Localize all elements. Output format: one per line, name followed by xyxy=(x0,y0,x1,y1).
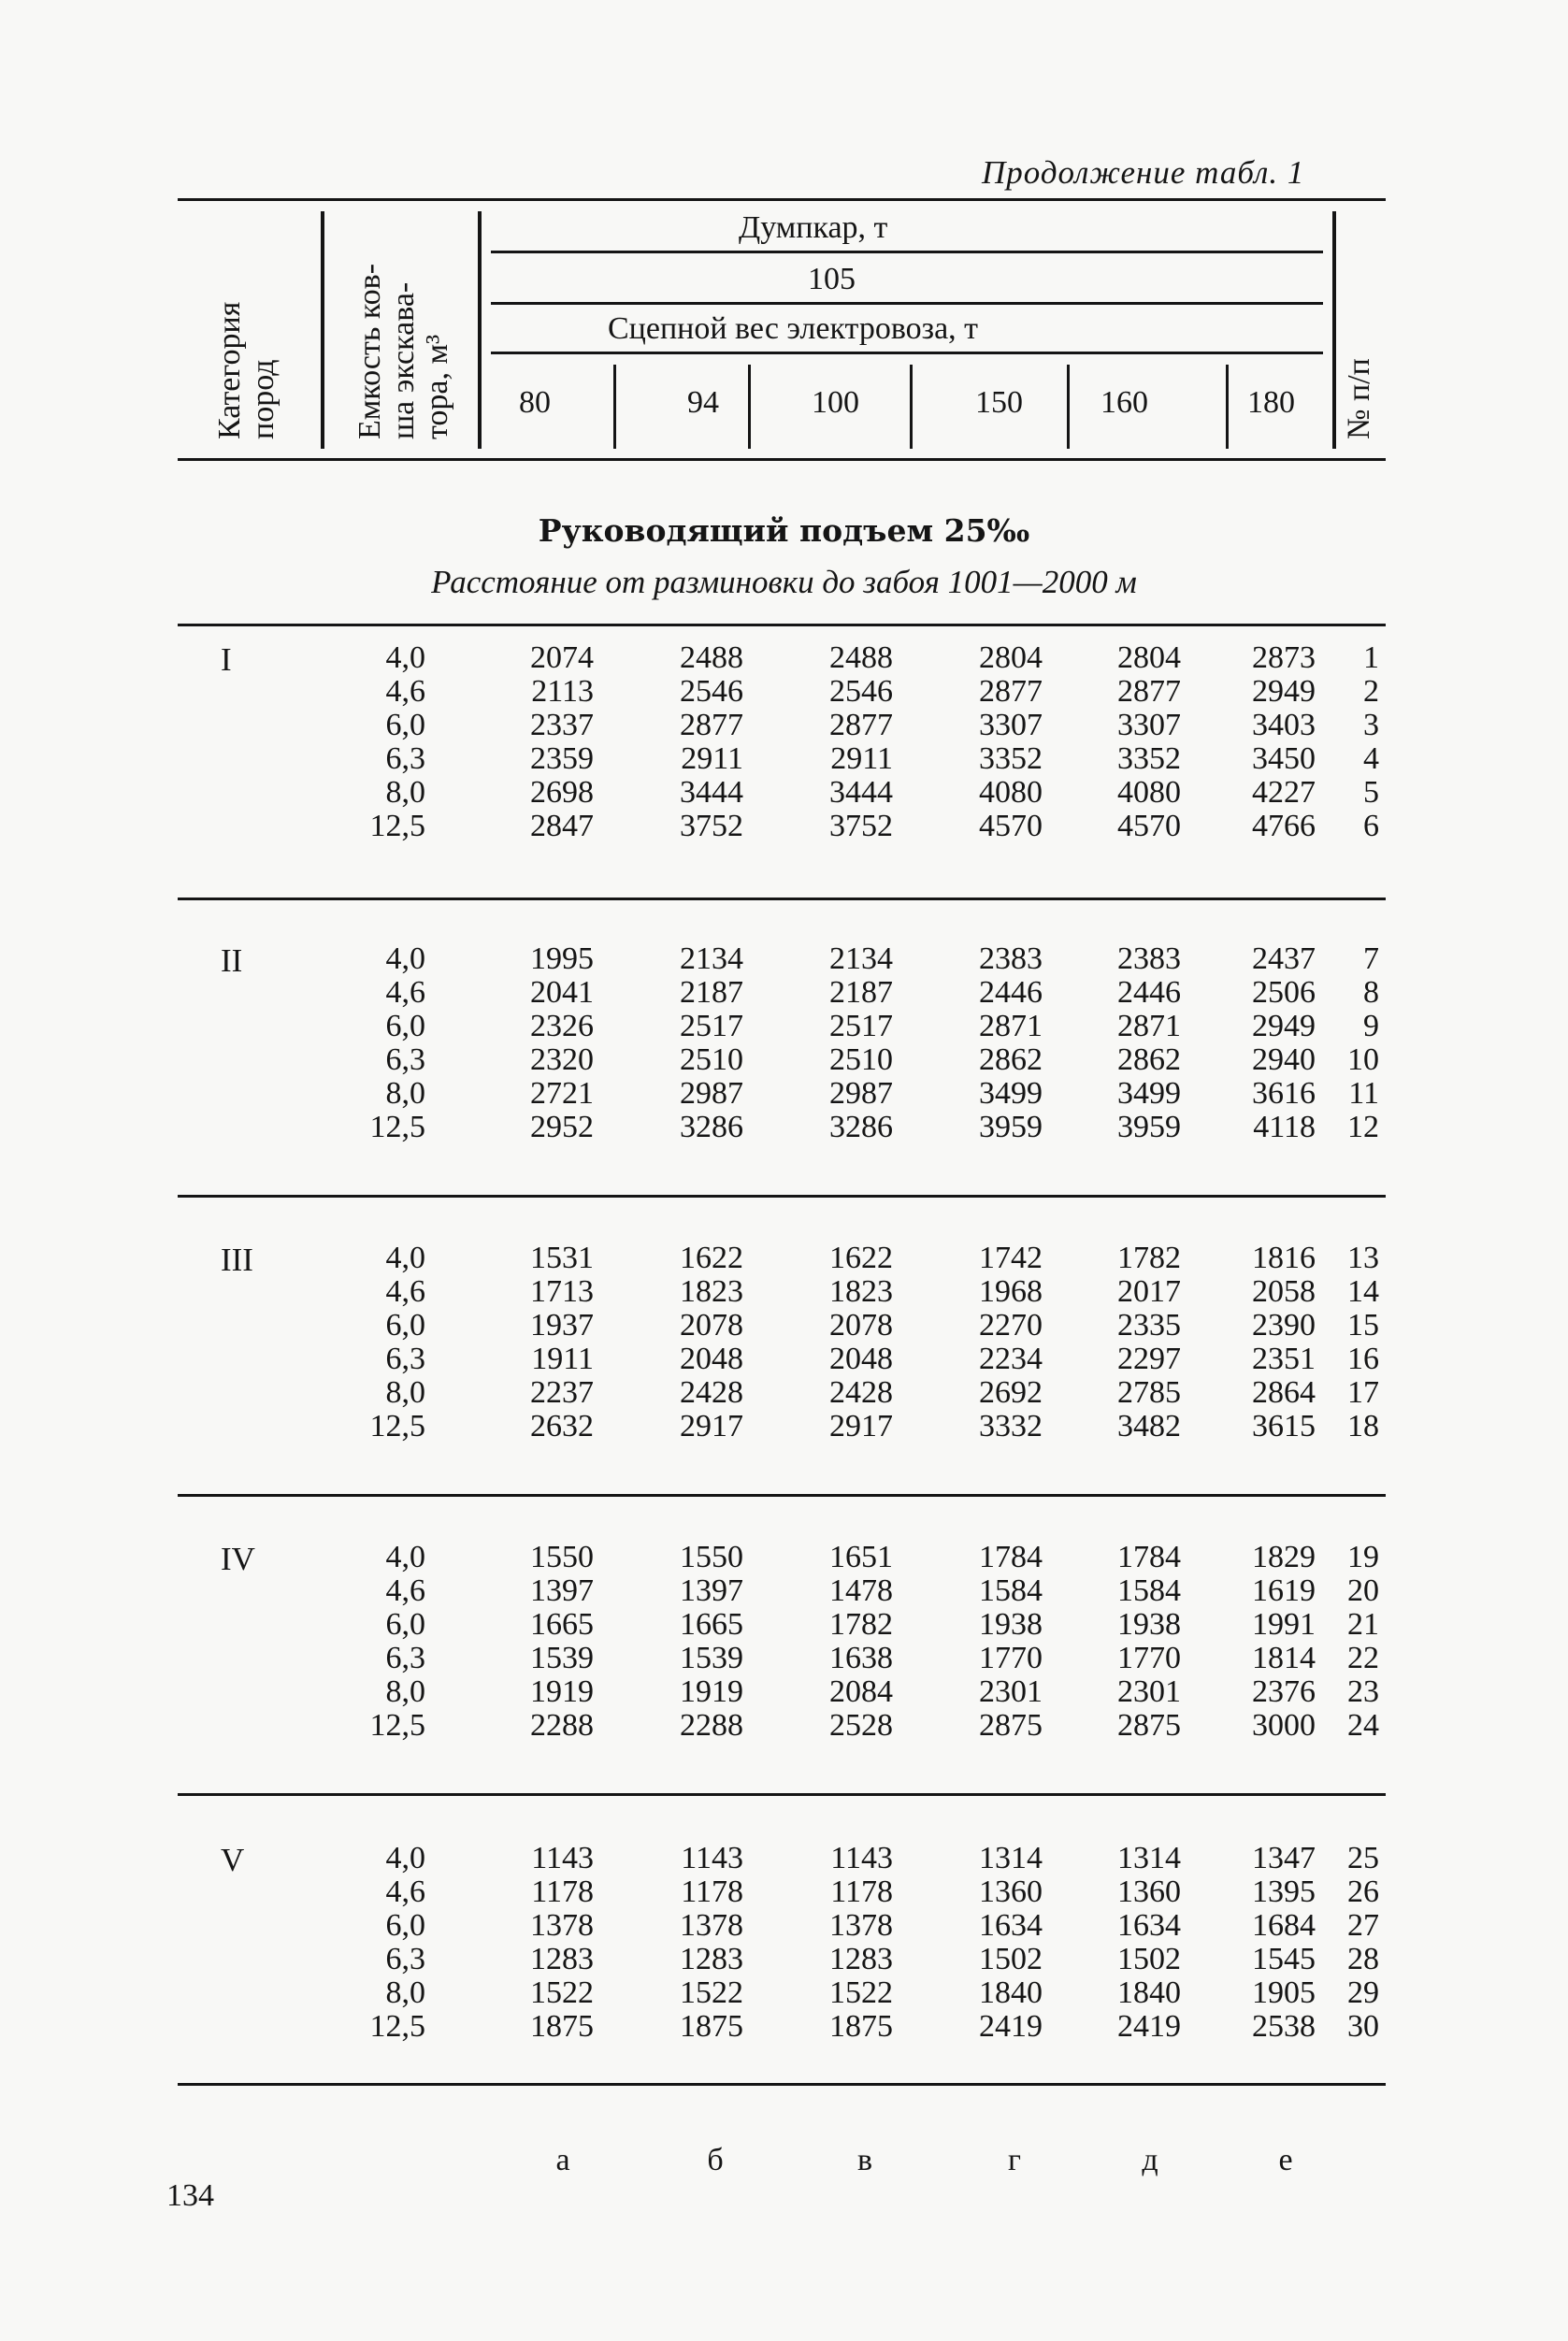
column-b: 2488 2546 2877 2911 3444 3752 xyxy=(680,640,743,843)
column-d: 2383 2446 2871 2862 3499 3959 xyxy=(1117,941,1181,1144)
group-rule-4 xyxy=(178,1494,1386,1497)
column-a: 1995 2041 2326 2320 2721 2952 xyxy=(530,941,594,1144)
header-dumpcar-value: 105 xyxy=(808,262,856,296)
header-top-rule xyxy=(178,198,1386,201)
capacity-column: 4,0 4,6 6,0 6,3 8,0 12,5 xyxy=(369,1841,425,2044)
page-number: 134 xyxy=(166,2178,214,2213)
header-divider-1 xyxy=(321,211,324,449)
category-label: III xyxy=(221,1242,253,1278)
column-d: 1784 1584 1938 1770 2301 2875 xyxy=(1117,1540,1181,1743)
column-d: 1314 1360 1634 1502 1840 2419 xyxy=(1117,1841,1181,2044)
column-g: 2804 2877 3307 3352 4080 4570 xyxy=(979,640,1043,843)
header-weight-150: 150 xyxy=(975,385,1023,420)
header-rule-weight xyxy=(491,352,1323,354)
column-e: 1816 2058 2390 2351 2864 3615 xyxy=(1252,1241,1316,1443)
header-weight-100: 100 xyxy=(812,385,859,420)
header-weight-94: 94 xyxy=(687,385,719,420)
group-rule-5 xyxy=(178,1793,1386,1796)
column-d: 2804 2877 3307 3352 4080 4570 xyxy=(1117,640,1181,843)
weight-divider-3 xyxy=(910,365,913,449)
column-g: 2383 2446 2871 2862 3499 3959 xyxy=(979,941,1043,1144)
column-g: 1314 1360 1634 1502 1840 2419 xyxy=(979,1841,1043,2044)
capacity-column: 4,0 4,6 6,0 6,3 8,0 12,5 xyxy=(369,1241,425,1443)
weight-divider-4 xyxy=(1067,365,1070,449)
capacity-column: 4,0 4,6 6,0 6,3 8,0 12,5 xyxy=(369,941,425,1144)
column-e: 2437 2506 2949 2940 3616 4118 xyxy=(1252,941,1316,1144)
weight-divider-2 xyxy=(748,365,751,449)
column-a: 1143 1178 1378 1283 1522 1875 xyxy=(530,1841,594,2044)
header-divider-right xyxy=(1332,211,1336,449)
group-rule-2 xyxy=(178,898,1386,900)
column-e: 1829 1619 1991 1814 2376 3000 xyxy=(1252,1540,1316,1743)
header-weight-160: 160 xyxy=(1100,385,1148,420)
column-letter-v: в xyxy=(856,2143,873,2177)
column-e: 2873 2949 3403 3450 4227 4766 xyxy=(1252,640,1316,843)
continuation-label: Продолжение табл. 1 xyxy=(982,154,1305,191)
header-rule-dumpcar xyxy=(491,251,1323,253)
column-letter-e: е xyxy=(1278,2143,1293,2177)
header-divider-2 xyxy=(478,211,482,449)
category-label: IV xyxy=(221,1541,255,1577)
column-letter-b: б xyxy=(707,2143,724,2177)
column-e: 1347 1395 1684 1545 1905 2538 xyxy=(1252,1841,1316,2044)
column-v: 2488 2546 2877 2911 3444 3752 xyxy=(829,640,893,843)
group-rule-1 xyxy=(178,624,1386,626)
header-dumpcar: Думпкар, т xyxy=(739,210,888,245)
header-rule-105 xyxy=(491,302,1323,305)
header-weight-80: 80 xyxy=(519,385,551,420)
category-label: II xyxy=(221,942,243,979)
column-v: 2134 2187 2517 2510 2987 3286 xyxy=(829,941,893,1144)
header-bucket-capacity: Емкость ков- ша экскава- тора, м³ xyxy=(352,263,454,439)
group-rule-3 xyxy=(178,1195,1386,1198)
column-b: 1550 1397 1665 1539 1919 2288 xyxy=(680,1540,743,1743)
column-letter-d: д xyxy=(1142,2143,1158,2177)
column-a: 1550 1397 1665 1539 1919 2288 xyxy=(530,1540,594,1743)
row-number-column: 7 8 9 10 11 12 xyxy=(1347,941,1379,1144)
column-g: 1742 1968 2270 2234 2692 3332 xyxy=(979,1241,1043,1443)
capacity-column: 4,0 4,6 6,0 6,3 8,0 12,5 xyxy=(369,640,425,843)
row-number-column: 19 20 21 22 23 24 xyxy=(1347,1540,1379,1743)
column-b: 1622 1823 2078 2048 2428 2917 xyxy=(680,1241,743,1443)
column-d: 1782 2017 2335 2297 2785 3482 xyxy=(1117,1241,1181,1443)
column-a: 2074 2113 2337 2359 2698 2847 xyxy=(530,640,594,843)
column-g: 1784 1584 1938 1770 2301 2875 xyxy=(979,1540,1043,1743)
row-number-column: 13 14 15 16 17 18 xyxy=(1347,1241,1379,1443)
row-number-column: 1 2 3 4 5 6 xyxy=(1363,640,1379,843)
header-category: Категория пород xyxy=(212,301,281,439)
column-v: 1651 1478 1782 1638 2084 2528 xyxy=(829,1540,893,1743)
header-weight-180: 180 xyxy=(1247,385,1295,420)
column-v: 1143 1178 1378 1283 1522 1875 xyxy=(829,1841,893,2044)
header-bottom-rule xyxy=(178,458,1386,461)
weight-divider-1 xyxy=(613,365,616,449)
capacity-column: 4,0 4,6 6,0 6,3 8,0 12,5 xyxy=(369,1540,425,1743)
column-a: 1531 1713 1937 1911 2237 2632 xyxy=(530,1241,594,1443)
column-b: 2134 2187 2517 2510 2987 3286 xyxy=(680,941,743,1144)
weight-divider-5 xyxy=(1226,365,1229,449)
category-label: V xyxy=(221,1842,245,1878)
section-subtitle: Расстояние от разминовки до забоя 1001—2000 м xyxy=(431,564,1137,600)
section-title: Руководящий подъем 25‰ xyxy=(538,512,1030,549)
column-letter-g: г xyxy=(1008,2143,1021,2177)
header-row-number: № п/п xyxy=(1342,358,1376,439)
category-label: I xyxy=(221,641,232,678)
column-b: 1143 1178 1378 1283 1522 1875 xyxy=(680,1841,743,2044)
group-rule-6 xyxy=(178,2083,1386,2086)
column-v: 1622 1823 2078 2048 2428 2917 xyxy=(829,1241,893,1443)
header-coupling-weight: Сцепной вес электровоза, т xyxy=(608,311,979,346)
column-letter-a: а xyxy=(555,2143,570,2177)
row-number-column: 25 26 27 28 29 30 xyxy=(1347,1841,1379,2044)
